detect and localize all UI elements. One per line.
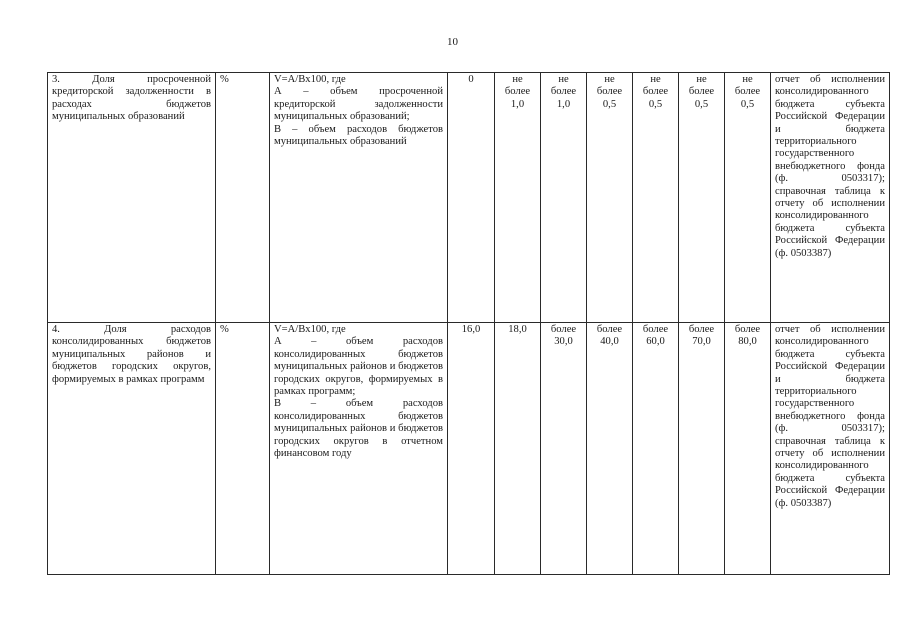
formula-line: V=A/Bх100, где bbox=[274, 74, 346, 85]
value-cell: 0 bbox=[448, 73, 495, 323]
source-cell: отчет об исполнении консолидированного бюджета субъекта Российской Федерации и бюджета территориального государственного внебюджетного фонда (ф. 0503317); справочная таблица к отчету об исполнении консолидированного бюджета субъекта Российской Федерации (ф. 0503387) bbox=[771, 323, 890, 575]
value-cell: не более 0,5 bbox=[725, 73, 771, 323]
table-row bbox=[48, 323, 890, 575]
formula-cell bbox=[270, 73, 448, 323]
value-cell: не более 0,5 bbox=[679, 73, 725, 323]
value-cell: более 70,0 bbox=[679, 323, 725, 575]
value-cell: не более 1,0 bbox=[541, 73, 587, 323]
formula-line: А – объем просроченной кредиторской задолженности муниципальных образований; bbox=[274, 86, 443, 123]
unit-cell: % bbox=[216, 323, 270, 575]
indicator-description: 4. Доля расходов консолидированных бюджетов муниципальных районов и бюджетов городских округов, формируемых в рамках программ bbox=[48, 323, 216, 575]
table-row bbox=[48, 73, 890, 323]
value-cell: не более 0,5 bbox=[587, 73, 633, 323]
unit-cell: % bbox=[216, 73, 270, 323]
value-cell: более 40,0 bbox=[587, 323, 633, 575]
formula-cell bbox=[270, 323, 448, 575]
value-cell: более 30,0 bbox=[541, 323, 587, 575]
formula-line: А – объем расходов консолидированных бюджетов муниципальных районов и бюджетов городских округов, формируемых в рамках программ; bbox=[274, 336, 443, 398]
source-cell: отчет об исполнении консолидированного бюджета субъекта Российской Федерации и бюджета территориального государственного внебюджетного фонда (ф. 0503317); справочная таблица к отчету об исполнении консолидированного бюджета субъекта Российской Федерации (ф. 0503387) bbox=[771, 73, 890, 323]
value-cell: 16,0 bbox=[448, 323, 495, 575]
formula-line: В – объем расходов консолидированных бюджетов муниципальных районов и бюджетов городских округов в отчетном финансовом году bbox=[274, 398, 443, 460]
page-number: 10 bbox=[447, 36, 458, 48]
indicator-description: 3. Доля просроченной кредиторской задолженности в расходах бюджетов муниципальных образований bbox=[48, 73, 216, 323]
formula-line: В – объем расходов бюджетов муниципальных образований bbox=[274, 123, 443, 148]
value-cell: не более 0,5 bbox=[633, 73, 679, 323]
value-cell: более 60,0 bbox=[633, 323, 679, 575]
value-cell: более 80,0 bbox=[725, 323, 771, 575]
value-cell: не более 1,0 bbox=[495, 73, 541, 323]
formula-line: V=A/Bх100, где bbox=[274, 324, 346, 335]
value-cell: 18,0 bbox=[495, 323, 541, 575]
indicator-table bbox=[47, 72, 890, 575]
